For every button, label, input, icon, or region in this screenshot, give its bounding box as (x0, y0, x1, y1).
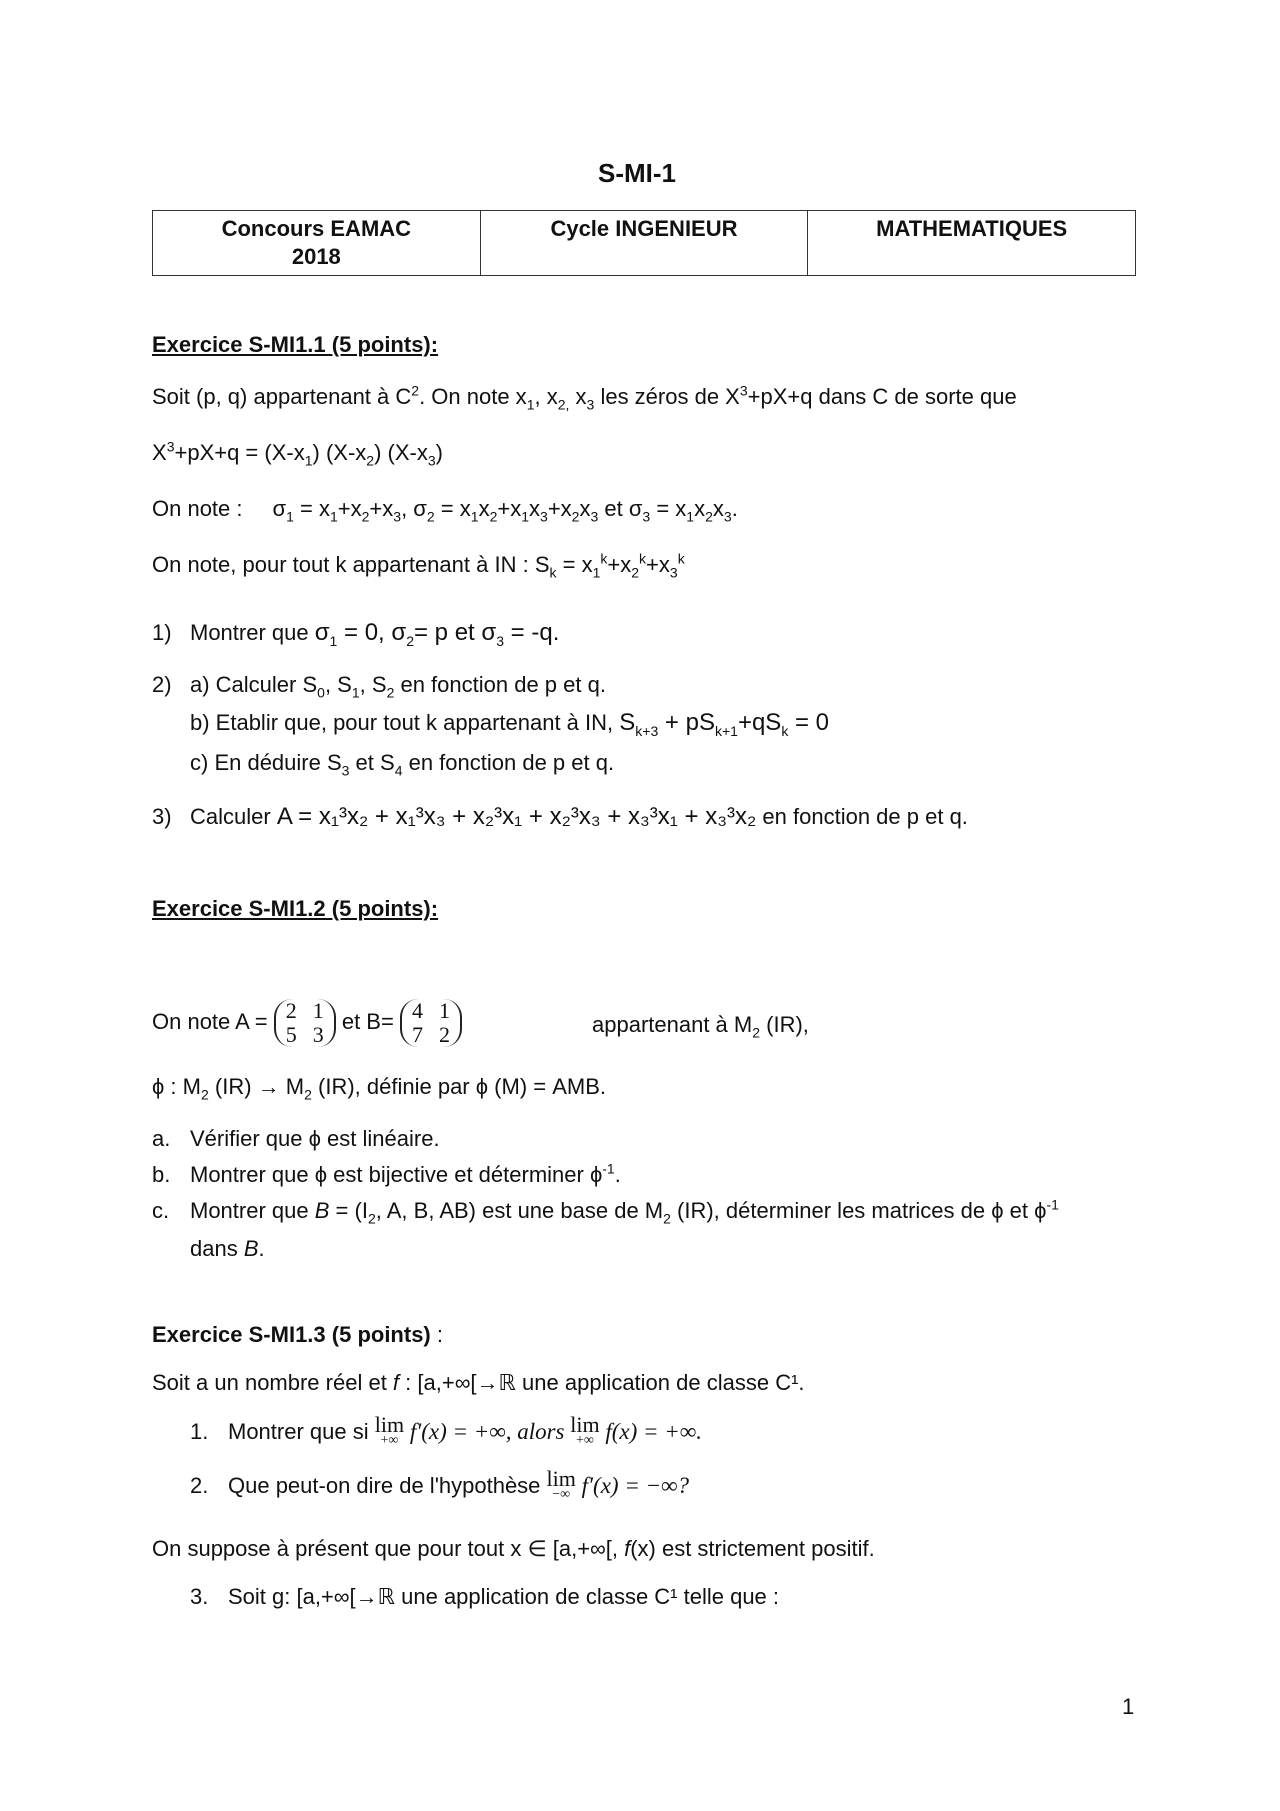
ex2-matrices-line: On note A = 2 1 5 3 et B= 4 1 7 2 (152, 994, 462, 1050)
header-subject: MATHEMATIQUES (808, 211, 1136, 276)
limit-operator: lim −∞ (546, 1466, 576, 1503)
ex1-line3: On note : $\sigma_1 = x_1+x_2+x_3$, $\sigma_2 = x_1x_2+x_1x_3+x_2x_3$ et $\sigma_3 = x_1x_2x_3$. (152, 496, 738, 525)
ex1-question-2b: b) Etablir que, pour tout k appartenant à IN, $S_{k+3} + pS_{k+1}+qS_k = 0$ (190, 709, 830, 739)
ex1-line1: Soit (p, q) appartenant à $C^2$. On note $x_1$, $x_{2,}$ $x_3$ les zéros de $X^3+pX+q$ dans C de sorte que (152, 382, 1017, 413)
header-table (152, 210, 1136, 276)
ex1-title: Exercice S-MI1.1 (5 points): (152, 332, 439, 357)
ex1-line2: $X^3+pX+q = (X-x_1)$ $(X-x_2)$ $(X-x_3)$ (152, 438, 443, 469)
matrix-A: 2 1 5 3 (274, 999, 336, 1047)
ex1-question-3: 3) Calculer A = x₁³x₂ + x₁³x₃ + x₂³x₁ + x₂³x₃ + x₃³x₁ + x₃³x₂ en fonction de p et q. (152, 803, 968, 830)
ex3-title: Exercice S-MI1.3 (5 points) : (152, 1322, 443, 1347)
ex1-line4: On note, pour tout k appartenant à IN : $S_k = x_1^k+x_2^k+x_3^k$ (152, 550, 685, 581)
ex2-phi-definition: ϕ : $M_2$ $(IR) \to M_2$ (IR), définie par ϕ (M) = AMB. (152, 1074, 607, 1103)
ex3-question-1: 1. Montrer que si lim +∞ f′(x) = +∞, alors lim +∞ f(x) = +∞. (190, 1412, 702, 1449)
ex2-question-b: b. Montrer que ϕ est bijective et déterminer $\phi^{-1}$. (152, 1160, 621, 1187)
document-code: S-MI-1 (598, 158, 676, 188)
matrix-B: 4 1 7 2 (400, 999, 462, 1047)
ex2-title: Exercice S-MI1.2 (5 points): (152, 896, 439, 921)
page-number: 1 (1122, 1694, 1135, 1719)
ex2-space-label: appartenant à $M_2$ (IR), (592, 1012, 809, 1041)
ex2-question-c-cont: dans B. (190, 1236, 265, 1261)
ex1-question-2a: 2) a) Calculer $S_0$, $S_1$, $S_2$ en fonction de p et q. (152, 672, 606, 701)
header-cycle: Cycle INGENIEUR (480, 211, 808, 276)
ex2-question-a: a. Vérifier que ϕ est linéaire. (152, 1126, 440, 1151)
ex2-question-c: c. Montrer que $B = (I_2$, A, B, AB) est une base de $M_2$ (IR), déterminer les matrices de ϕ et $\phi^{-1}$ (152, 1196, 1059, 1227)
header-contest: Concours EAMAC 2018 (153, 211, 481, 276)
limit-operator: lim +∞ (374, 1412, 405, 1449)
ex1-question-1: 1) Montrer que $\sigma_1 = 0$, $\sigma_2= p$ et $\sigma_3 = -q$. (152, 619, 560, 649)
ex3-line2: On suppose à présent que pour tout x ∈ [a,+∞[, f(x) est strictement positif. (152, 1536, 875, 1561)
ex1-question-2c: c) En déduire $S_3$ et $S_4$ en fonction de p et q. (190, 750, 615, 779)
ex3-line1: Soit a un nombre réel et f : [a,+∞[→ℝ une application de classe C¹. (152, 1370, 805, 1395)
limit-operator: lim +∞ (570, 1412, 600, 1449)
ex3-question-3: 3. Soit g: [a,+∞[→ℝ une application de classe C¹ telle que : (190, 1584, 780, 1609)
ex3-question-2: 2. Que peut-on dire de l'hypothèse lim −∞ f′(x) = −∞? (190, 1466, 690, 1503)
